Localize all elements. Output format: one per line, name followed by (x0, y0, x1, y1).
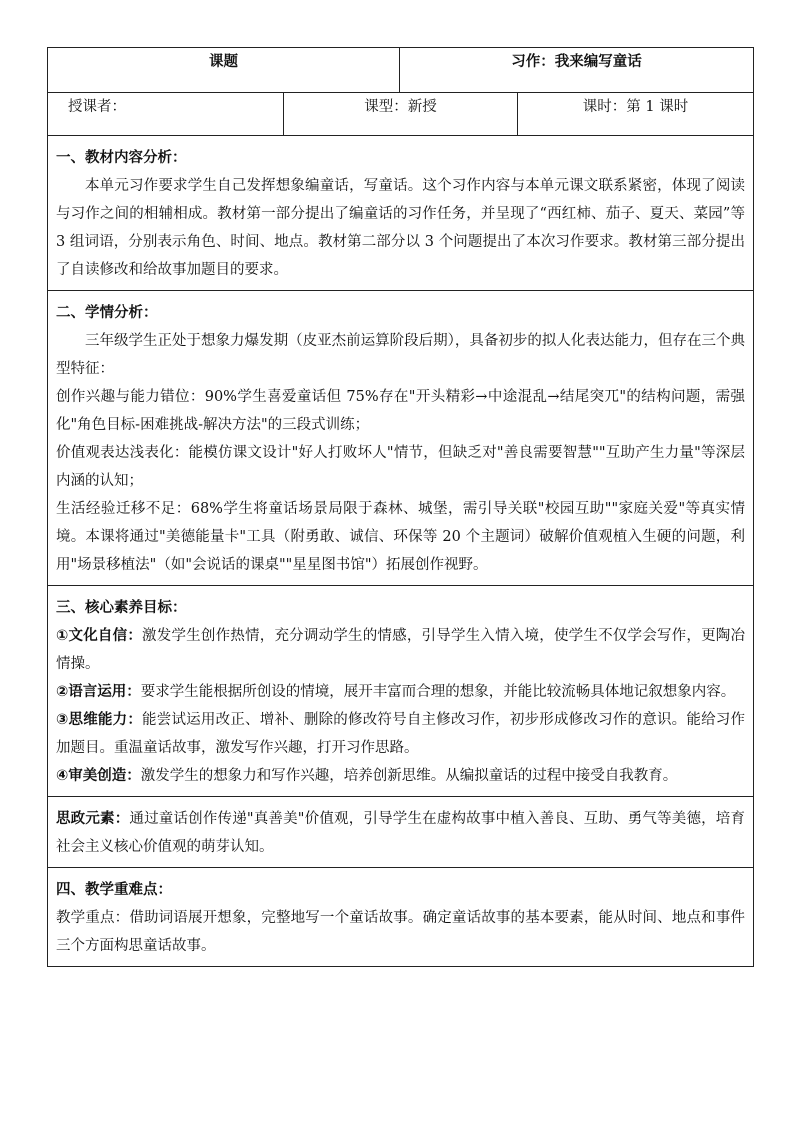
ideology-paragraph (56, 805, 745, 861)
teacher-field: 授课者： (48, 93, 284, 136)
section-ideology (48, 797, 754, 868)
goal-label: ②语言运用： (56, 684, 141, 700)
section-body: 教学重点：借助词语展开想象，完整地写一个童话故事。确定童话故事的基本要素，能从时间、地点和事件三个方面构思童话故事。 (56, 910, 745, 954)
section-student-analysis (48, 291, 754, 586)
goal-label: ③思维能力： (56, 712, 143, 728)
ideology-label: 思政元素： (56, 811, 130, 827)
goal-text: 激发学生的想象力和写作兴趣，培养创新思维。从编拟童话的过程中接受自我教育。 (140, 768, 678, 784)
header-label: 课题 (48, 48, 400, 93)
goal-item (56, 762, 745, 790)
feature-paragraph: 创作兴趣与能力错位：90%学生喜爱童话但 75%存在"开头精彩→中途混乱→结尾突兀"的结构问题，需强化"角色目标-困难挑战-解决方法"的三段式训练； (56, 389, 745, 433)
meta-row (48, 93, 754, 136)
header-row (48, 48, 754, 93)
section-intro: 三年级学生正处于想象力爆发期（皮亚杰前运算阶段后期），具备初步的拟人化表达能力，但存在三个典型特征： (56, 333, 745, 377)
goal-text: 激发学生创作热情，充分调动学生的情感，引导学生入情入境，使学生不仅学会写作，更陶冶情操。 (56, 628, 745, 672)
goal-text: 能尝试运用改正、增补、删除的修改符号自主修改习作，初步形成修改习作的意识。能给习作加题目。重温童话故事，激发写作兴趣，打开习作思路。 (56, 712, 745, 756)
goal-label: ①文化自信： (56, 628, 143, 644)
lesson-hours: 课时：第 1 课时 (518, 93, 754, 136)
section-core-goals (48, 586, 754, 797)
feature-paragraph: 生活经验迁移不足：68%学生将童话场景局限于森林、城堡，需引导关联"校园互助""家庭关爱"等真实情境。本课将通过"美德能量卡"工具（附勇敢、诚信、环保等 20 个主题词）破解价值观植入生硬的问题，利用"场景移植法"（如"会说话的课桌""星星图书馆"）拓展创作视野。 (56, 501, 745, 573)
section-title: 二、学情分析： (56, 305, 158, 321)
goal-item (56, 622, 745, 678)
section-title: 一、教材内容分析： (56, 150, 187, 166)
section-title: 四、教学重难点： (56, 882, 172, 898)
goal-item (56, 706, 745, 762)
lesson-plan-table (47, 47, 754, 967)
section-body: 本单元习作要求学生自己发挥想象编童话，写童话。这个习作内容与本单元课文联系紧密，体现了阅读与习作之间的相辅相成。教材第一部分提出了编童话的习作任务，并呈现了“西红柿、茄子、夏天、菜园”等 3 组词语，分别表示角色、时间、地点。教材第二部分以 3 个问题提出了本次习作要求。教材第三部分提出了自读修改和给故事加题目的要求。 (56, 178, 745, 278)
goal-text: 要求学生能根据所创设的情境，展开丰富而合理的想象，并能比较流畅具体地记叙想象内容。 (140, 684, 736, 700)
feature-paragraph: 价值观表达浅表化：能模仿课文设计"好人打败坏人"情节，但缺乏对"善良需要智慧""互助产生力量"等深层内涵的认知； (56, 445, 745, 489)
lesson-type: 课型：新授 (284, 93, 518, 136)
lesson-title: 习作：我来编写童话 (400, 48, 754, 93)
ideology-text: 通过童话创作传递"真善美"价值观，引导学生在虚构故事中植入善良、互助、勇气等美德，培育社会主义核心价值观的萌芽认知。 (56, 811, 745, 855)
section-title: 三、核心素养目标： (56, 600, 187, 616)
goal-item (56, 678, 745, 706)
goal-label: ④审美创造： (56, 768, 141, 784)
section-key-points (48, 868, 754, 967)
section-textbook-analysis (48, 136, 754, 291)
